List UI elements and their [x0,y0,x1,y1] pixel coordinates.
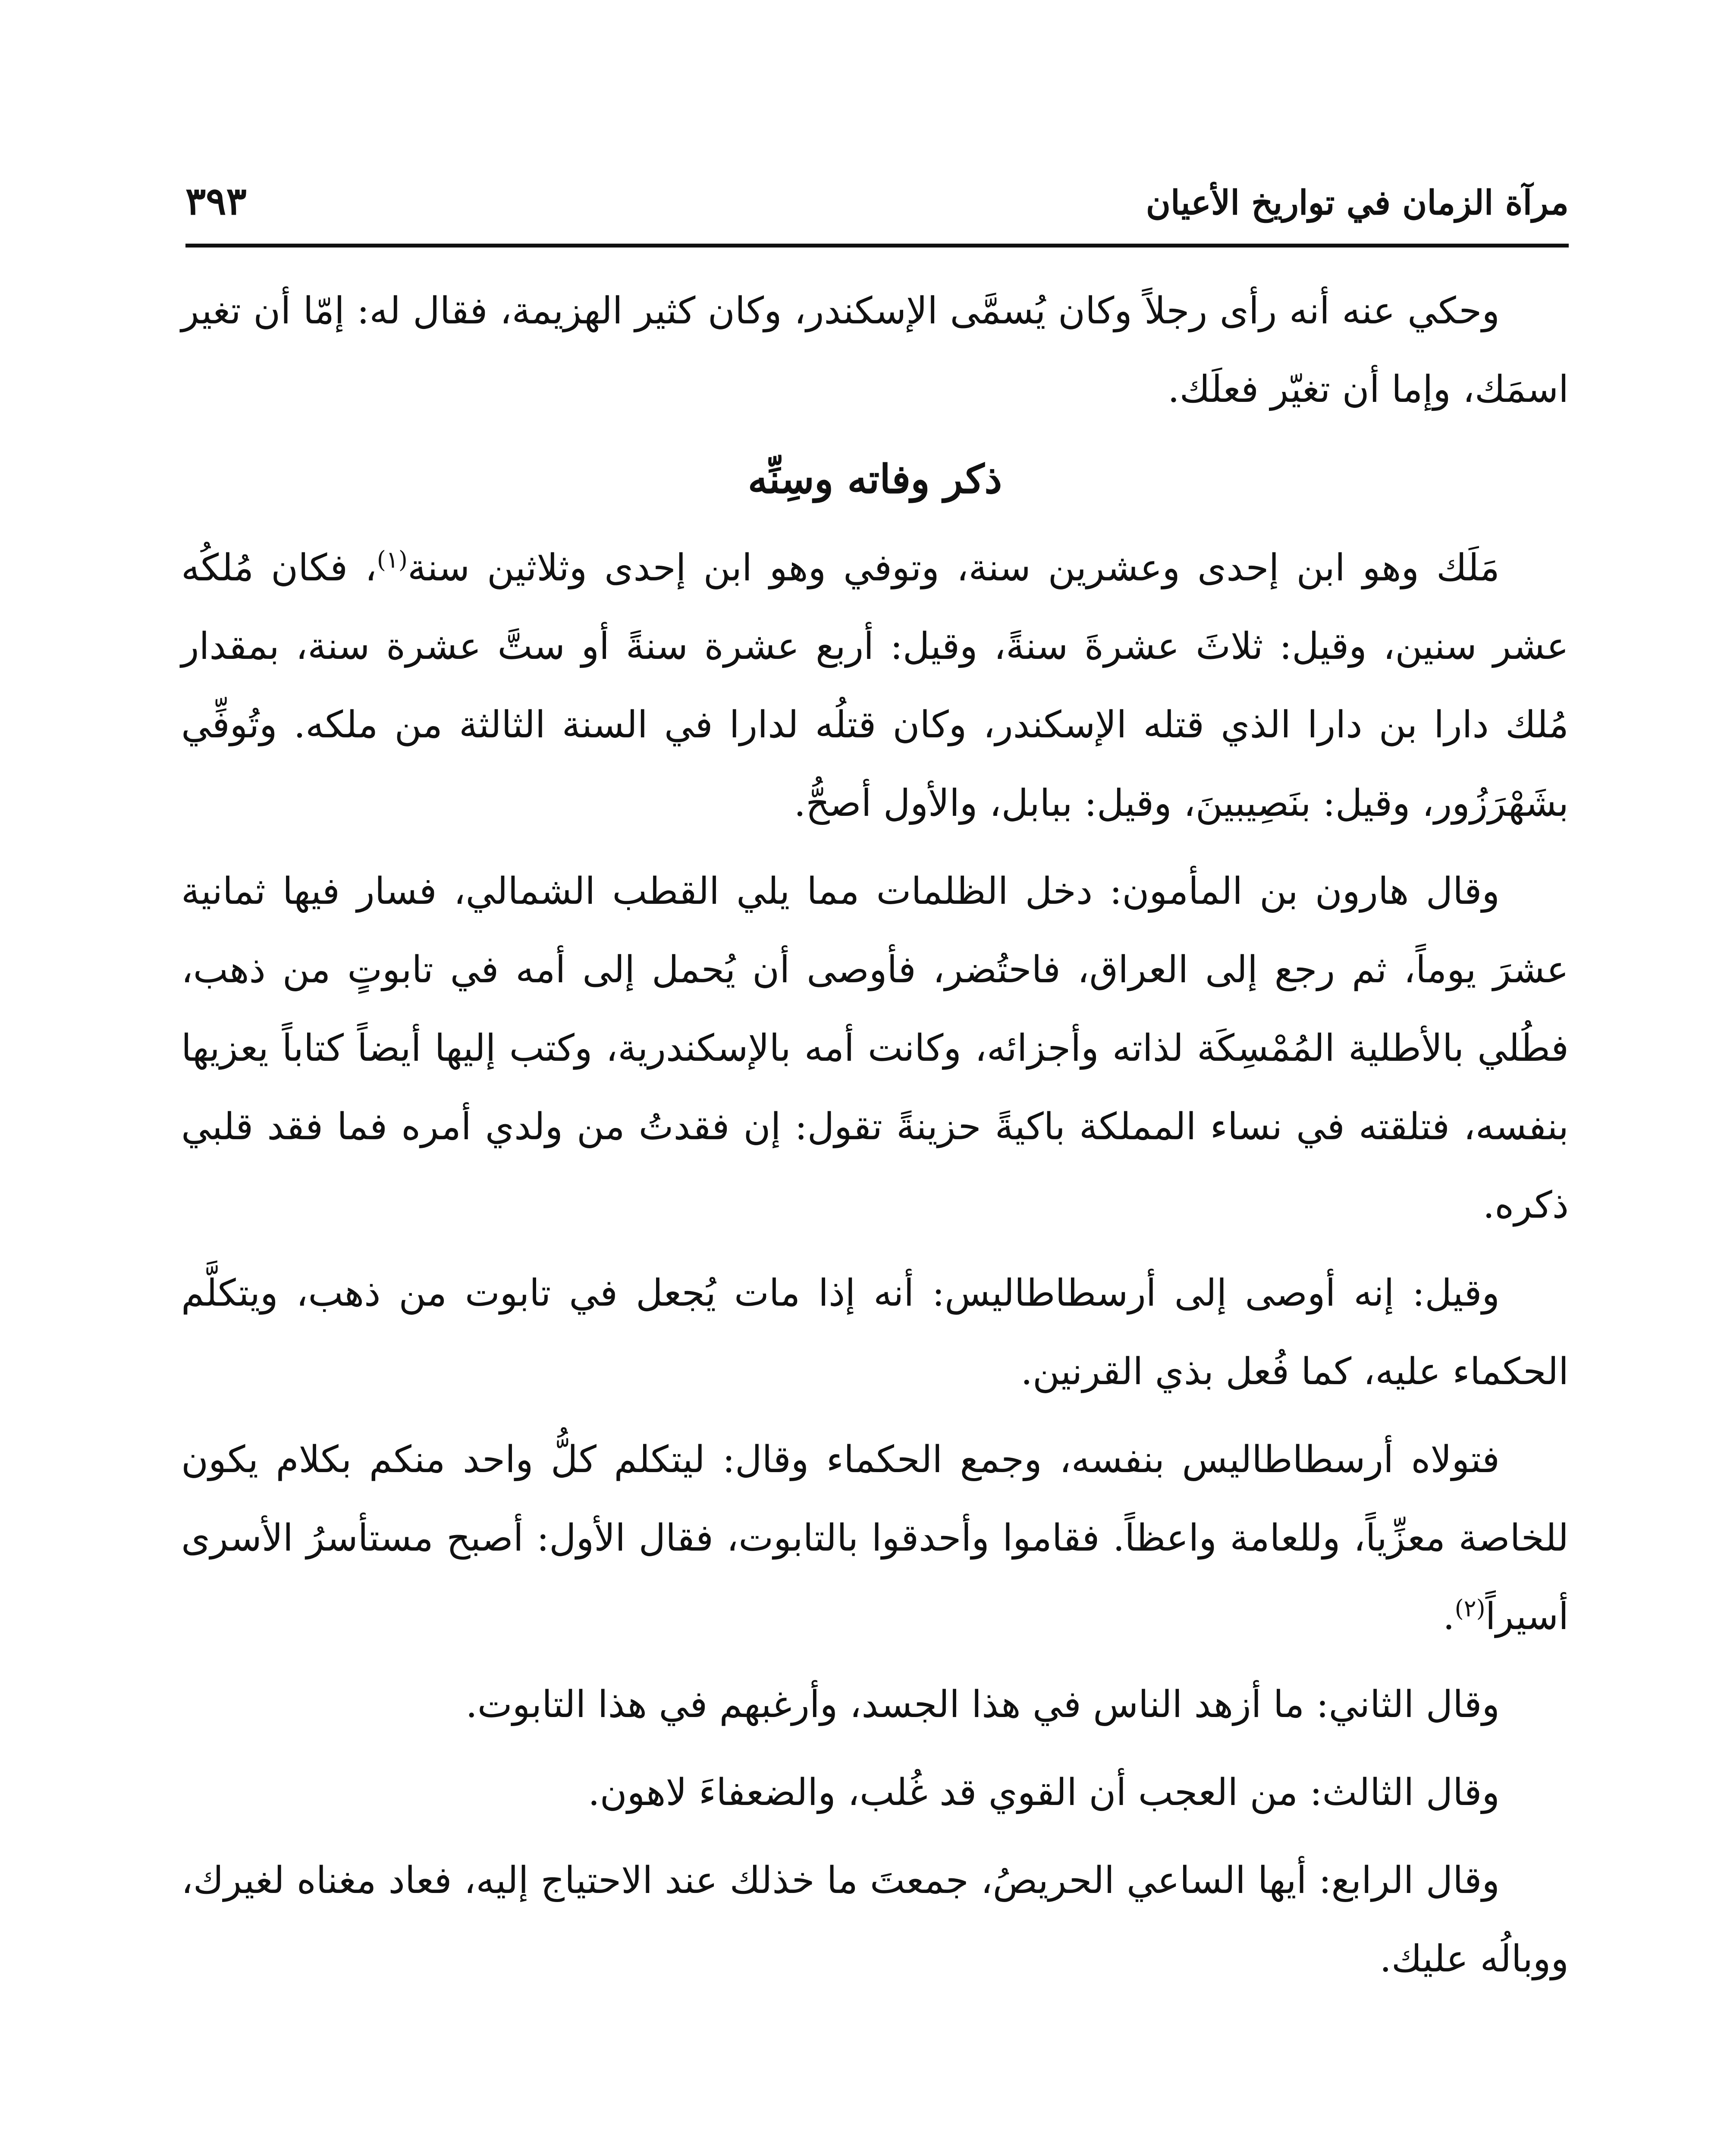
paragraph [181,529,1569,843]
paragraph: وقال الثاني: ما أزهد الناس في هذا الجسد، وأرغبهم في هذا التابوت. [465,1683,1500,1726]
page-number: ٣٩٣ [185,179,247,223]
paragraph-text: مَلَك وهو ابن إحدى وعشرين سنة، وتوفي وهو ابن إحدى وثلاثين سنة [407,546,1500,589]
paragraph: وقيل: إنه أوصى إلى أرسطاطاليس: أنه إذا مات يُجعل في تابوت من ذهب، ويتكلَّم الحكماء عليه، كما فُعل بذي القرنين. [181,1272,1569,1393]
footnote-ref-1[interactable]: (١) [377,546,408,573]
page-header [185,155,1569,223]
header-rule [185,244,1569,248]
footnote-ref-2[interactable]: (٢) [1454,1595,1485,1622]
paragraph-text: ، فكان مُلكُه عشر سنين، وقيل: ثلاثَ عشرةَ سنةً، وقيل: أربع عشرة سنةً أو ستَّ عشرة سنة، بمقدار مُلك دارا بن دارا الذي قتله الإسكندر، وكان قتلُه لدارا في السنة الثالثة من ملكه. وتُوفِّي بشَهْرَزُور، وقيل: بنَصِيبينَ، وقيل: ببابل، والأول أصحُّ. [181,546,1569,825]
paragraph: وقال الثالث: من العجب أن القوي قد غُلب، والضعفاءَ لاهون. [588,1771,1500,1814]
section-heading: ذكر وفاته وسِنِّه [747,456,1002,502]
main-text [181,272,1569,2008]
running-title: مرآة الزمان في تواريخ الأعيان [1146,183,1569,222]
paragraph-text: . [1443,1595,1455,1638]
paragraph-text: فتولاه أرسطاطاليس بنفسه، وجمع الحكماء وقال: ليتكلم كلُّ واحد منكم بكلام يكون للخاصة معزِّياً، وللعامة واعظاً. فقاموا وأحدقوا بالتابوت، فقال الأول: أصبح مستأسرُ الأسرى أسيراً [181,1438,1569,1638]
paragraph: وقال الرابع: أيها الساعي الحريصُ، جمعتَ ما خذلك عند الاحتياج إليه، فعاد مغناه لغيرك، ووبالُه عليك. [181,1859,1569,1981]
paragraph [181,1420,1569,1656]
paragraph: وحكي عنه أنه رأى رجلاً وكان يُسمَّى الإسكندر، وكان كثير الهزيمة، فقال له: إمّا أن تغير اسمَك، وإما أن تغيّر فعلَك. [181,289,1569,411]
paragraph: وقال هارون بن المأمون: دخل الظلمات مما يلي القطب الشمالي، فسار فيها ثمانية عشرَ يوماً، ثم رجع إلى العراق، فاحتُضر، فأوصى أن يُحمل إلى أمه في تابوتٍ من ذهب، فطُلي بالأطلية المُمْسِكَة لذاته وأجزائه، وكانت أمه بالإسكندرية، وكتب إليها أيضاً كتاباً يعزيها بنفسه، فتلقته في نساء المملكة باكيةً حزينةً تقول: إن فقدتُ من ولدي أمره فما فقد قلبي ذكره. [181,870,1569,1227]
